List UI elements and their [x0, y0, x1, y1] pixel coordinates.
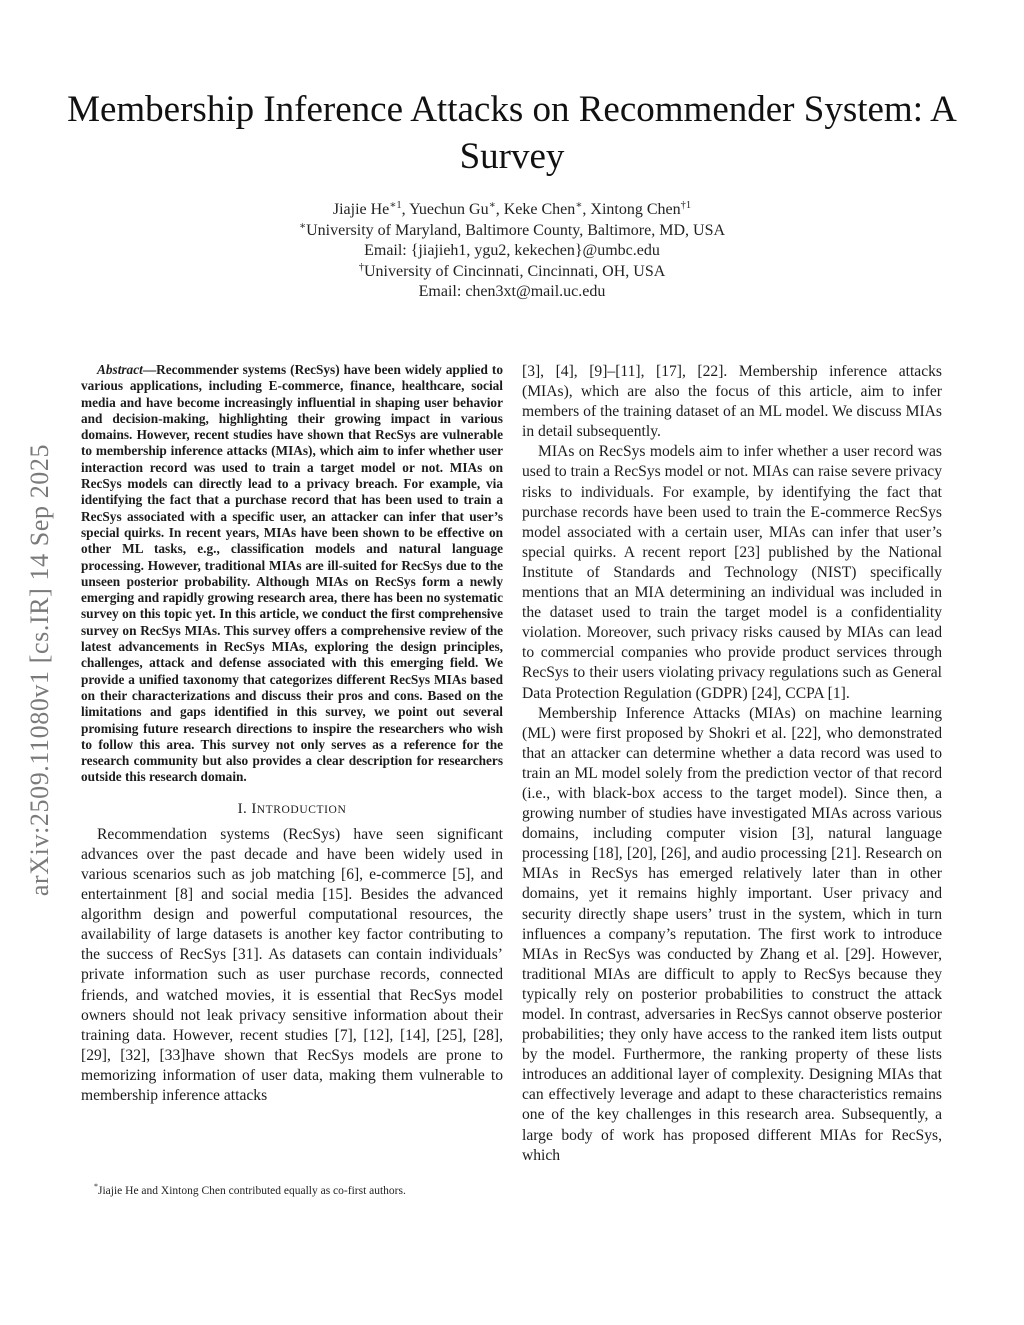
- author-mark: ∗1: [389, 200, 402, 211]
- author-mark: †1: [680, 200, 692, 211]
- abstract-label: Abstract: [97, 362, 143, 377]
- abstract-text: Recommender systems (RecSys) have been widely applied to various applications, including E-commerce, finance, healthcare, social media and have become increasingly influential in shaping user behavior and decision-making, highlighting their growing impact in various domains. However, recent studies have shown that RecSys are vulnerable to membership inference attacks (MIAs), which aim to infer whether user interaction record was used to train a target model or not. MIAs on RecSys models can directly lead to a privacy breach. For example, via identifying the fact that a purchase record that has been used to train a RecSys associated with a specific user, an attacker can infer that user’s special quirks. In recent years, MIAs have been shown to be effective on other ML tasks, e.g., classification models and natural language processing. However, traditional MIAs are ill-suited for RecSys due to the unseen posterior probability. Although MIAs on RecSys form a newly emerging and rapidly growing research area, there has been no systematic survey on this topic yet. In this article, we conduct the first comprehensive survey on RecSys MIAs. This survey offers a comprehensive review of the latest advancements in RecSys MIAs, exploring the design principles, challenges, attack and defense associated with this emerging field. We provide a unified taxonomy that categorizes different RecSys MIAs based on their characterizations and discuss their pros and cons. Based on the limitations and gaps identified in this survey, we point out several promising future research directions to inspire the researchers who wish to follow this area. This survey not only serves as a reference for the research community but also provides a clear description for researchers outside this research domain.: [81, 362, 503, 785]
- author-name: Yuechun Gu: [409, 201, 489, 218]
- right-column: [522, 362, 942, 1166]
- intro-paragraph-2: MIAs on RecSys models aim to infer whether a user record was used to train a RecSys model or not. MIAs can raise severe privacy risks to individuals. For example, by identifying the fact that purchase records have been used to train the E-commerce RecSys model associated with a certain user, MIAs can infer that user’s special quirks. A recent report [23] published by the National Institute of Standards and Technology (NIST) specifically mentions that an MIA determining an individual was included in the dataset used to train the target model is a confidentiality violation. Moreover, such privacy risks caused by MIAs can lead to commercial companies who provide product services through RecSys to their users violating privacy regulations such as General Data Protection Regulation (GDPR) [24], CCPA [1].: [522, 443, 942, 702]
- author-name: Keke Chen: [503, 201, 576, 218]
- affiliation-1: ∗University of Maryland, Baltimore County, Baltimore, MD, USA: [298, 220, 726, 239]
- author-mark: ∗: [575, 200, 583, 211]
- section-heading: I. INTRODUCTION: [237, 800, 347, 817]
- footnote-mark: *: [94, 1182, 98, 1191]
- footnote-text: Jiajie He and Xintong Chen contributed equally as co-first authors.: [98, 1185, 406, 1197]
- affiliation-2: †University of Cincinnati, Cincinnati, OH, USA: [358, 261, 666, 280]
- email-2: Email: chen3xt@mail.uc.edu: [418, 283, 606, 301]
- author-name: Jiajie He: [332, 201, 390, 218]
- author-names: Jiajie $He^{∗1}$, Yuechun Gu∗, Keke Chen∗, Xintong Chen$^{\dagger 1}$: [332, 200, 692, 218]
- paragraph-continuation: [3], [4], [9]–[11], [17], [22]. Membership inference attacks (MIAs), which are also the focus of this article, aim to infer members of the training dataset of an ML model. We discuss MIAs in detail subsequently.: [522, 363, 942, 441]
- author-block: [100, 200, 924, 303]
- email-1: Email: {jiajieh1, ygu2, kekechen}@umbc.edu: [364, 242, 660, 260]
- left-column: [81, 362, 503, 1106]
- author-mark: ∗: [488, 200, 496, 211]
- author-name: Xintong Chen: [590, 201, 681, 218]
- abstract: Abstract—Recommender systems (RecSys) have been widely applied to various applications, including E-commerce, finance, healthcare, social media and have become increasingly influential in shaping user behavior and decision-making, highlighting their growing impact in various domains. However, recent studies have shown that RecSys are vulnerable to membership inference attacks (MIAs), which aim to infer whether user interaction record was used to train a target model or not. MIAs on RecSys models can directly lead to a privacy breach. For example, via identifying the fact that a purchase record that has been used to train a RecSys associated with a specific user, an attacker can infer that user’s special quirks. In recent years, MIAs have been shown to be effective on other ML tasks, e.g., classification models and natural language processing. However, traditional MIAs are ill-suited for RecSys due to the unseen posterior probability. Although MIAs on RecSys form a newly emerging and rapidly growing research area, there has been no systematic survey on this topic yet. In this article, we conduct the first comprehensive survey on RecSys MIAs. This survey offers a comprehensive review of the latest advancements in RecSys MIAs, exploring the design principles, challenges, attack and defense associated with this emerging field. We provide a unified taxonomy that categorizes different RecSys MIAs based on their characterizations and discuss their pros and cons. Based on the limitations and gaps identified in this survey, we point out several promising future research directions to inspire the researchers who wish to follow this area. This survey not only serves as a reference for the research community but also provides a clear description for researchers outside this research domain.: [81, 362, 503, 785]
- footnote: [94, 1184, 406, 1199]
- intro-paragraph-1: Recommendation systems (RecSys) have seen significant advances over the past decade and have been widely used in various scenarios such as job matching [6], e-commerce [5], and entertainment [8] and social media [15]. Besides the advanced algorithm design and powerful computational resources, the availability of large datasets is another key factor contributing to the success of RecSys [31]. As datasets can contain individuals’ private information such as user purchase records, connected friends, and watched movies, it is essential that RecSys model owners should not leak privacy sensitive information about their training data. However, recent studies [7], [12], [14], [25], [28], [29], [32], [33]have shown that RecSys models are prone to memorizing information of user data, making them vulnerable to membership inference attacks: [81, 825, 503, 1105]
- paper-title: Membership Inference Attacks on Recommender System: A Survey: [67, 89, 957, 177]
- arxiv-identifier-stamp: arXiv:2509.11080v1 [cs.IR] 14 Sep 2025: [25, 443, 54, 897]
- intro-paragraph-3: Membership Inference Attacks (MIAs) on machine learning (ML) were first proposed by Shokri et al. [22], who demonstrated that an attacker can determine whether a data record was used to train an ML model solely from the prediction vector of that record (i.e., with black-box access to the target model). Since then, a growing number of studies have investigated MIAs across various domains, including computer vision [3], natural language processing [18], [20], [26], and audio processing [21]. Research on MIAs in RecSys has emerged relatively later than in other domains, yet it remains highly important. User privacy and security directly shape users’ trust in the system, which in turn influences a company’s reputation. The first work to introduce MIAs in RecSys was conducted by Zhang et al. [29]. However, traditional MIAs are difficult to apply to RecSys because they typically rely on posterior probabilities to construct the attack model. In contrast, adversaries in RecSys cannot observe posterior probabilities; they only have access to the ranked item lists output by the model. Furthermore, the ranking property of these lists introduces an additional layer of complexity. Designing MIAs that can effectively leverage and adapt to these characteristics remains one of the key challenges in this research area. Subsequently, a large body of work has proposed different MIAs for RecSys, which: [522, 704, 942, 1164]
